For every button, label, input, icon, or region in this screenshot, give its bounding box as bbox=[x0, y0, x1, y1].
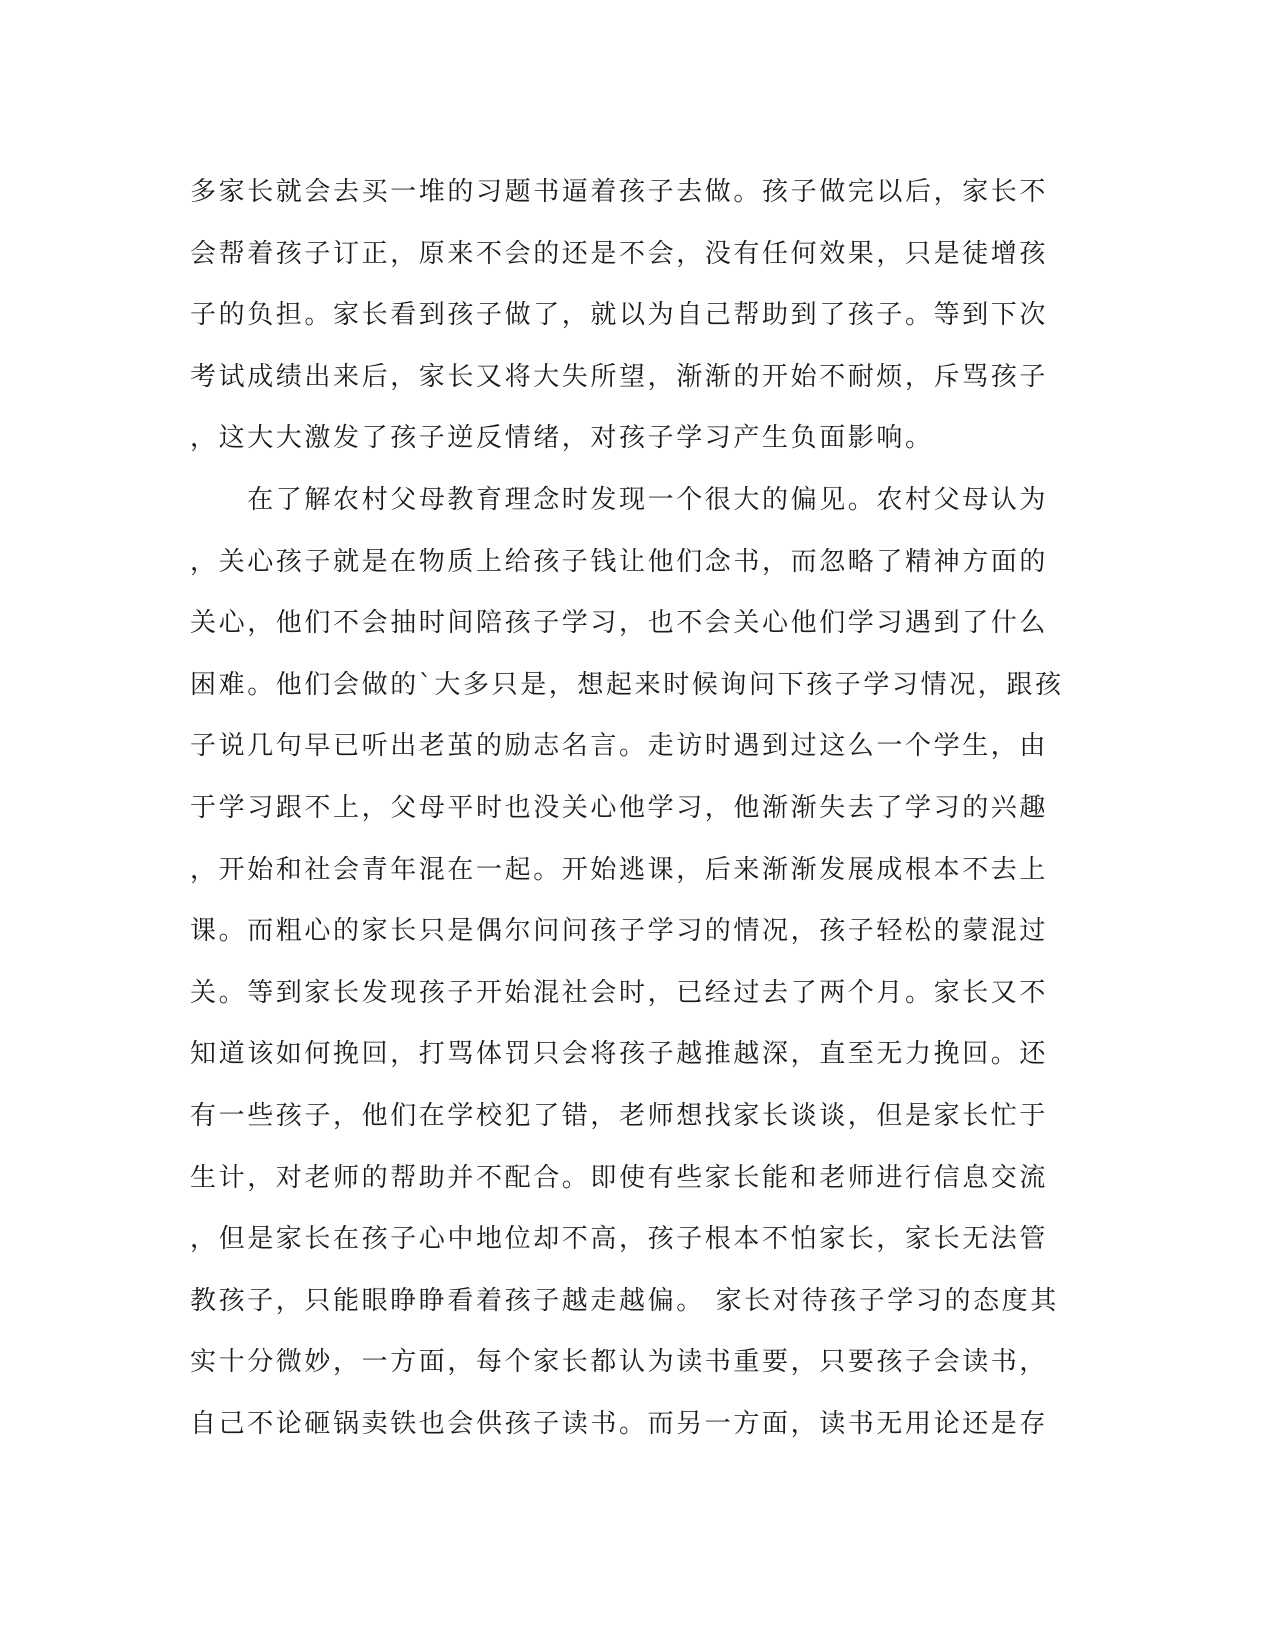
text-line: 关心，他们不会抽时间陪孩子学习，也不会关心他们学习遇到了什么 bbox=[190, 608, 1049, 639]
text-line: 生计，对老师的帮助并不配合。即使有些家长能和老师进行信息交流 bbox=[190, 1162, 1049, 1193]
text-line: ，开始和社会青年混在一起。开始逃课，后来渐渐发展成根本不去上 bbox=[190, 854, 1049, 885]
text-line: ，关心孩子就是在物质上给孩子钱让他们念书，而忽略了精神方面的 bbox=[190, 546, 1049, 577]
text-line: 课。而粗心的家长只是偶尔问问孩子学习的情况，孩子轻松的蒙混过 bbox=[190, 916, 1049, 947]
text-line: 实十分微妙，一方面，每个家长都认为读书重要，只要孩子会读书， bbox=[190, 1347, 1049, 1378]
text-line: 考试成绩出来后，家长又将大失所望，渐渐的开始不耐烦，斥骂孩子 bbox=[190, 361, 1049, 392]
text-line: 有一些孩子，他们在学校犯了错，老师想找家长谈谈，但是家长忙于 bbox=[190, 1100, 1049, 1131]
text-line: 于学习跟不上，父母平时也没关心他学习，他渐渐失去了学习的兴趣 bbox=[190, 792, 1049, 823]
text-line: 子说几句早已听出老茧的励志名言。走访时遇到过这么一个学生，由 bbox=[190, 731, 1049, 762]
text-line: 会帮着孩子订正，原来不会的还是不会，没有任何效果，只是徒增孩 bbox=[190, 238, 1049, 269]
text-line: ，这大大激发了孩子逆反情绪，对孩子学习产生负面影响。 bbox=[190, 423, 934, 454]
text-line: ，但是家长在孩子心中地位却不高，孩子根本不怕家长，家长无法管 bbox=[190, 1224, 1049, 1255]
text-line: 困难。他们会做的`大多只是，想起来时候询问下孩子学习情况，跟孩 bbox=[190, 669, 1064, 700]
text-line: 教孩子，只能眼睁睁看着孩子越走越偏。 家长对待孩子学习的态度其 bbox=[190, 1285, 1059, 1316]
text-line: 子的负担。家长看到孩子做了，就以为自己帮助到了孩子。等到下次 bbox=[190, 300, 1049, 331]
text-line: 知道该如何挽回，打骂体罚只会将孩子越推越深，直至无力挽回。还 bbox=[190, 1039, 1049, 1070]
text-line: 在了解农村父母教育理念时发现一个很大的偏见。农村父母认为 bbox=[190, 484, 1049, 515]
text-line: 关。等到家长发现孩子开始混社会时，已经过去了两个月。家长又不 bbox=[190, 977, 1049, 1008]
text-line: 多家长就会去买一堆的习题书逼着孩子去做。孩子做完以后，家长不 bbox=[190, 177, 1049, 207]
text-line: 自己不论砸锅卖铁也会供孩子读书。而另一方面，读书无用论还是存 bbox=[190, 1408, 1049, 1439]
body-text bbox=[190, 162, 1090, 1455]
